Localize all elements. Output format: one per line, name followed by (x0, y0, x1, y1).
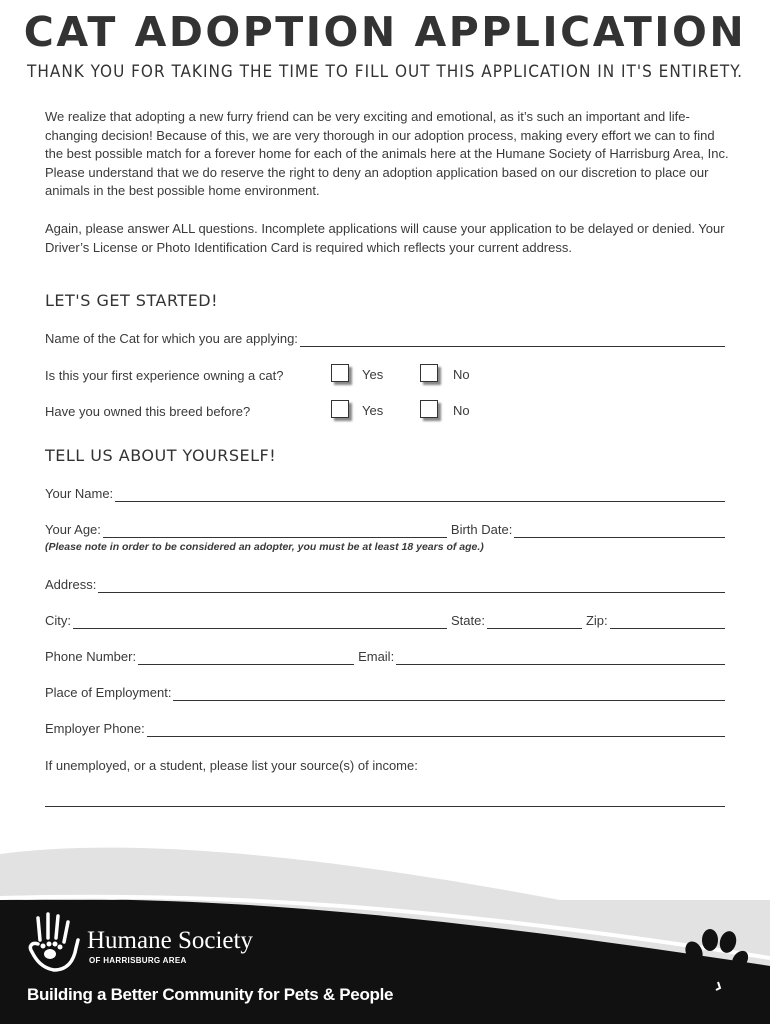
email-field[interactable] (396, 650, 725, 665)
footer-tagline: Building a Better Community for Pets & People (27, 985, 394, 1004)
cat-name-label: Name of the Cat for which you are applying: (45, 331, 298, 346)
hand-paw-logo-icon (26, 910, 84, 974)
income-label: If unemployed, or a student, please list your source(s) of income: (45, 758, 418, 773)
address-label: Address: (45, 577, 97, 592)
name-label: Your Name: (45, 486, 114, 501)
zip-field[interactable] (610, 614, 725, 629)
first-experience-yes-label: Yes (362, 367, 384, 382)
employment-field[interactable] (173, 686, 725, 701)
first-experience-no-checkbox[interactable] (420, 364, 438, 382)
birth-date-field[interactable] (514, 523, 725, 538)
section-heading-get-started: LET'S GET STARTED! (45, 291, 219, 310)
org-name: Humane Society (87, 927, 253, 954)
address-row (45, 573, 725, 593)
employment-label: Place of Employment: (45, 685, 172, 700)
first-experience-no-label: No (453, 367, 470, 382)
age-row (45, 518, 725, 538)
name-field[interactable] (115, 487, 725, 502)
age-label: Your Age: (45, 522, 101, 537)
intro-paragraph-2: Again, please answer ALL questions. Incomplete applications will cause your application to be delayed or denied. Your Driver’s License or Photo Identification Card is required which reflects your current address. (45, 221, 725, 255)
state-label: State: (451, 613, 485, 628)
age-field[interactable] (103, 523, 447, 538)
city-field[interactable] (73, 614, 447, 629)
owned-breed-no-checkbox[interactable] (420, 400, 438, 418)
employer-phone-field[interactable] (147, 722, 725, 737)
cat-name-row (45, 327, 725, 347)
page-title: CAT ADOPTION APPLICATION (23, 8, 747, 56)
age-note: (Please note in order to be considered an adopter, you must be at least 18 years of age.) (45, 541, 484, 553)
first-experience-question (45, 364, 283, 386)
org-subname: OF HARRISBURG AREA (89, 956, 187, 965)
cat-name-field[interactable] (300, 332, 725, 347)
paw-print-icon (680, 928, 748, 1000)
income-row (45, 754, 725, 774)
city-label: City: (45, 613, 71, 628)
employer-phone-row (45, 717, 725, 737)
owned-breed-label: Have you owned this breed before? (45, 403, 251, 419)
city-row (45, 609, 725, 629)
owned-breed-yes-checkbox[interactable] (331, 400, 349, 418)
income-field[interactable] (45, 806, 725, 807)
zip-label: Zip: (585, 613, 608, 628)
email-label: Email: (358, 649, 395, 664)
state-field[interactable] (487, 614, 582, 629)
owned-breed-question (45, 400, 250, 422)
address-field[interactable] (98, 578, 725, 593)
phone-field[interactable] (138, 650, 354, 665)
phone-label: Phone Number: (45, 649, 137, 664)
owned-breed-no-label: No (453, 403, 470, 418)
birth-date-label: Birth Date: (450, 522, 513, 537)
owned-breed-yes-label: Yes (362, 403, 384, 418)
employer-phone-label: Employer Phone: (45, 721, 145, 736)
name-row (45, 482, 725, 502)
section-heading-about-yourself: TELL US ABOUT YOURSELF! (45, 446, 277, 465)
first-experience-label: Is this your first experience owning a cat? (45, 367, 284, 383)
employment-row (45, 681, 725, 701)
first-experience-yes-checkbox[interactable] (331, 364, 349, 382)
page-subtitle: THANK YOU FOR TAKING THE TIME TO FILL OUT THIS APPLICATION IN IT'S ENTIRETY. (27, 62, 743, 82)
phone-email-row (45, 645, 725, 665)
intro-paragraph-1: We realize that adopting a new furry friend can be very exciting and emotional, as it’s such an important and life-changing decision! Because of this, we are very thorough in our adoption process, making every effort we can to find the best possible match for a forever home for each of the animals here at the Humane Society of Harrisburg Area, Inc. Please understand that we do reserve the right to deny an adoption application based on our discretion to place our animals in the best possible home environment. (45, 109, 729, 199)
